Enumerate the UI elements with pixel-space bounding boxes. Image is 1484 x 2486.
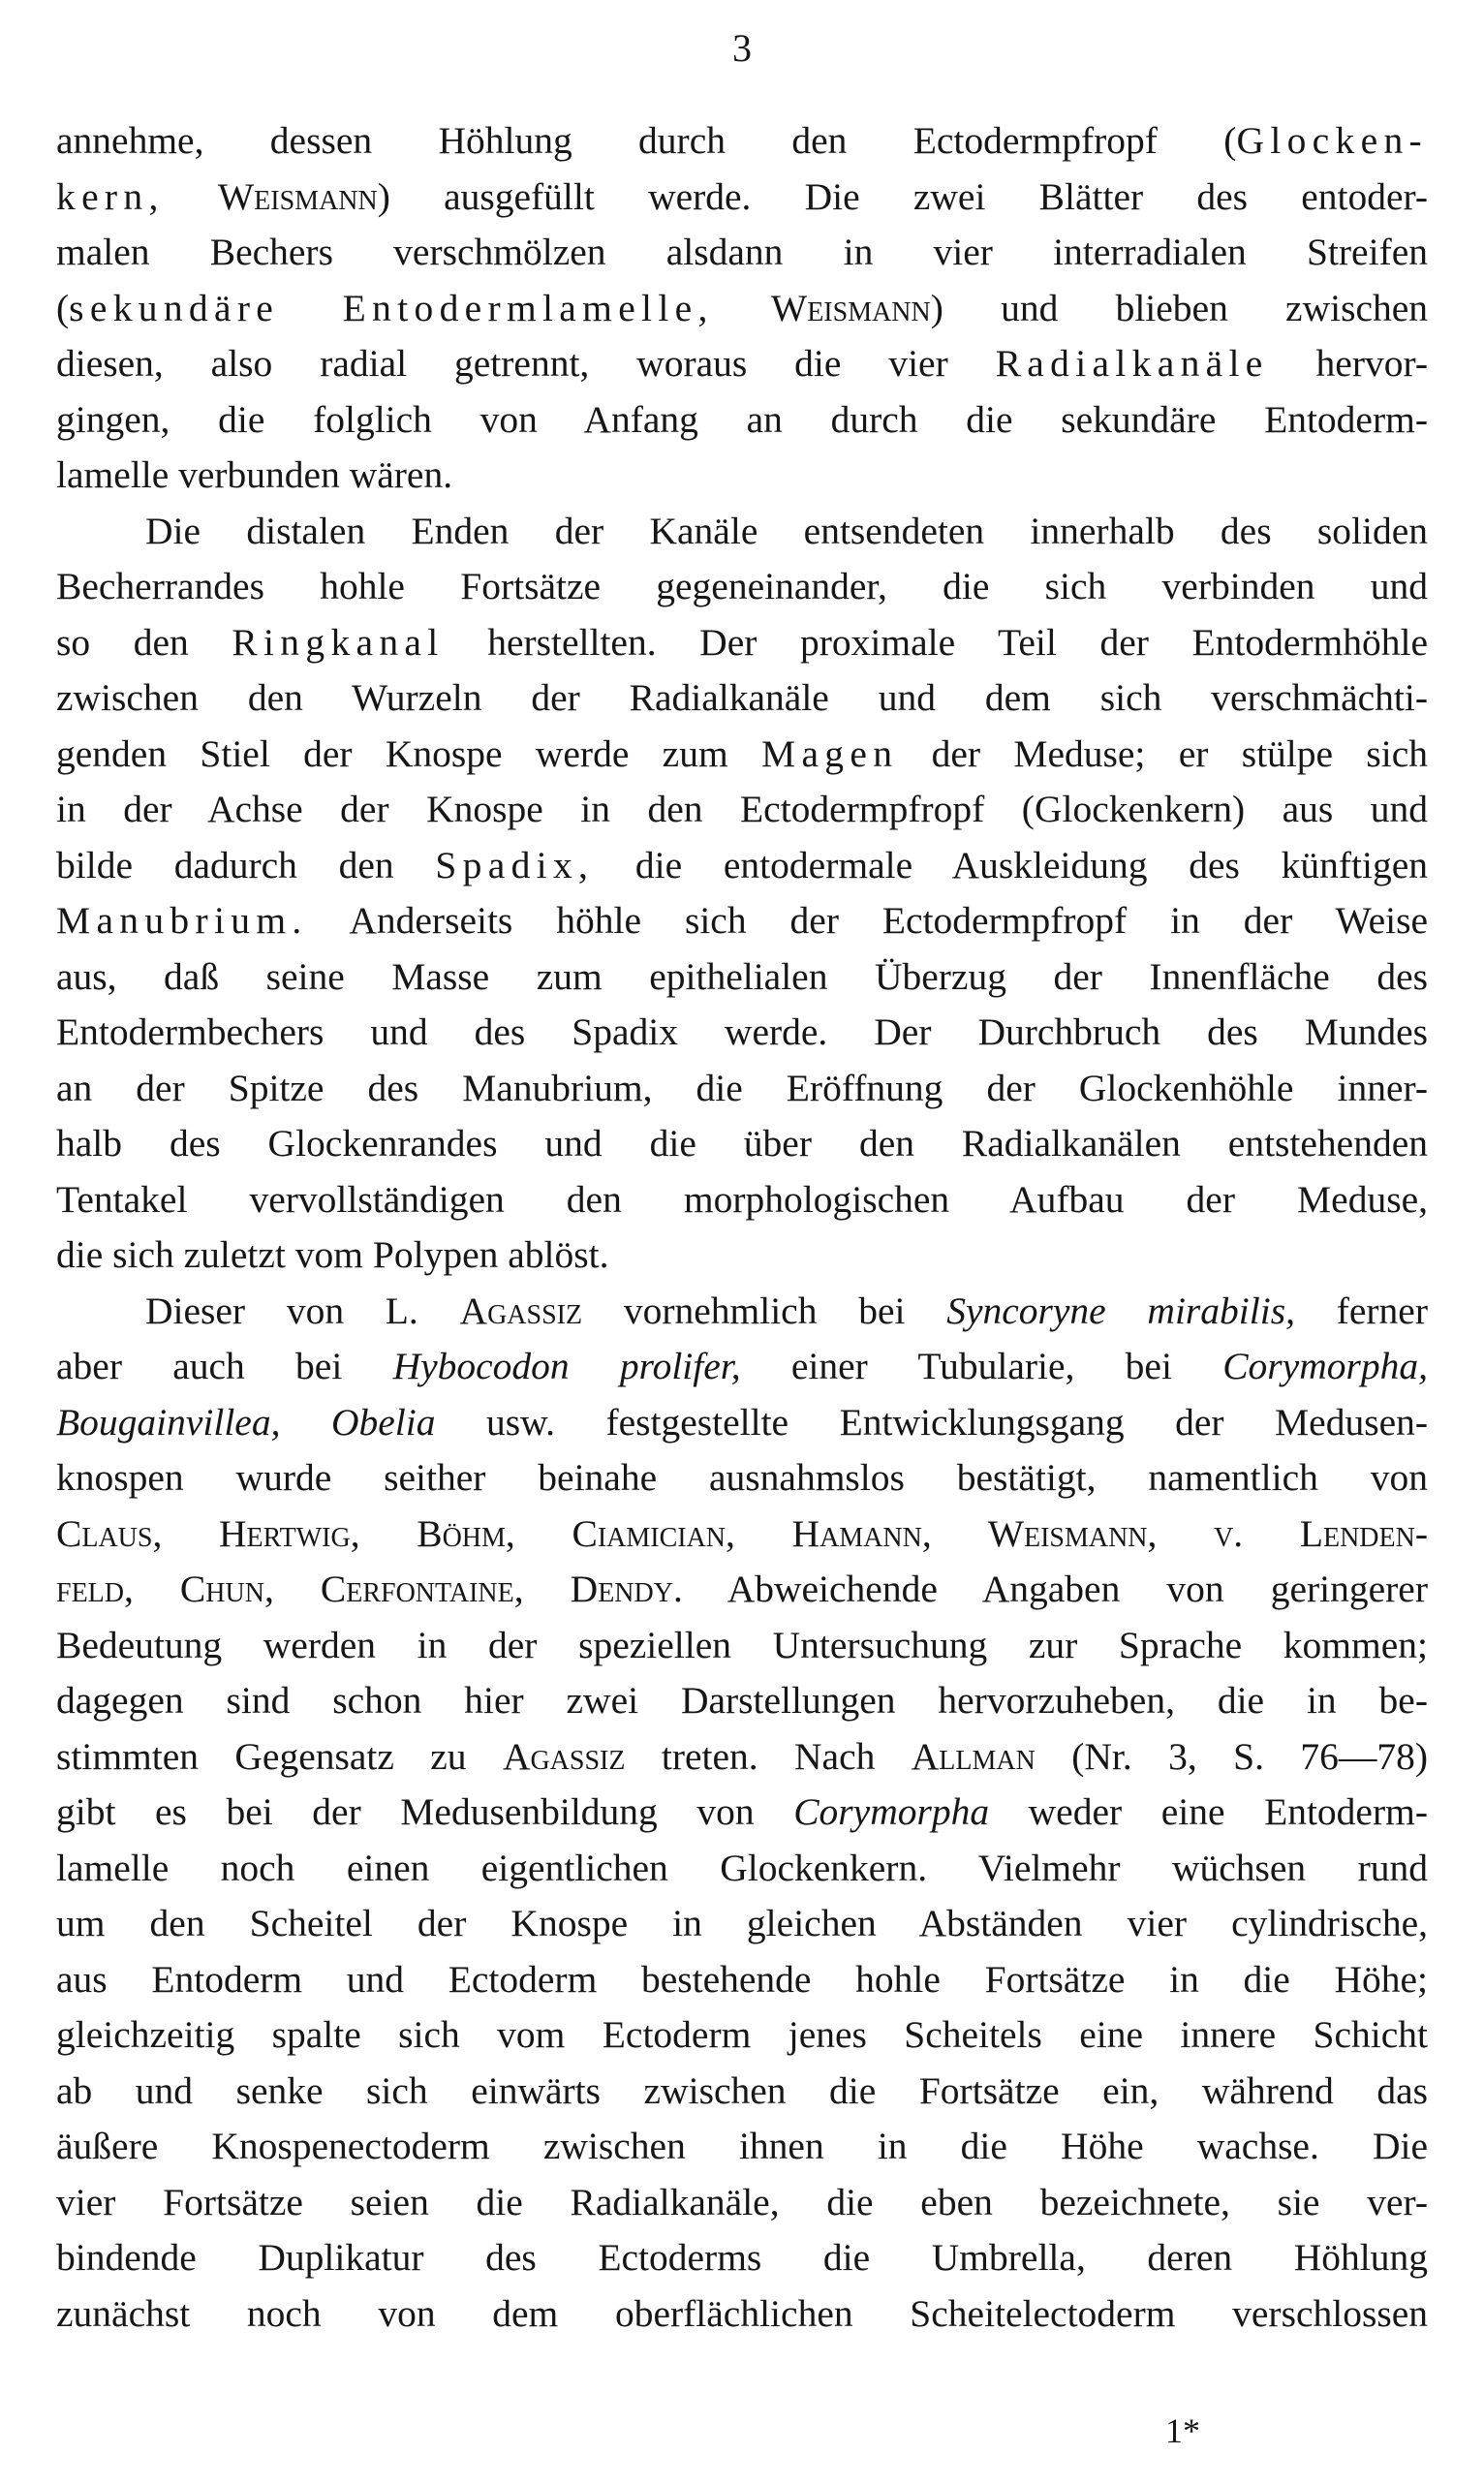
text-segment: aber auch bei <box>56 1345 393 1387</box>
text-segment: Radialkanäle <box>995 342 1269 385</box>
text-segment: gleichzeitig spalte sich vom Ectoderm jenes Scheitels eine innere Schicht <box>56 2013 1428 2056</box>
text-segment: aus Entoderm und Ectoderm bestehende hohle Fortsätze in die Höhe; <box>56 1957 1428 2001</box>
text-line <box>56 1172 1428 1228</box>
text-segment: Weismann <box>217 174 378 218</box>
text-segment: treten. Nach <box>625 1734 912 1778</box>
text-line <box>56 1729 1428 1786</box>
text-segment: die sich zuletzt vom Polypen ablöst. <box>56 1233 609 1276</box>
text-segment: so den <box>56 620 232 664</box>
text-segment: ) und blieben zwischen <box>930 286 1429 329</box>
text-line <box>56 1284 1428 1340</box>
text-line <box>56 949 1428 1006</box>
text-line <box>56 448 1428 504</box>
text-segment: einer Tubularie, bei <box>740 1345 1223 1387</box>
text-line <box>56 1395 1428 1451</box>
text-segment <box>165 175 218 218</box>
text-segment: Weismann <box>770 286 931 329</box>
text-line <box>56 2119 1428 2175</box>
text-segment: annehme, dessen Höhlung durch den Ectodermpfropf ( <box>56 119 1237 162</box>
text-line <box>56 727 1428 783</box>
text-segment: diesen, also radial getrennt, woraus die vier <box>56 342 996 385</box>
text-segment: Tentakel vervollständigen den morphologischen Aufbau der Meduse, <box>56 1177 1428 1221</box>
text-segment: Claus, Hertwig, Böhm, Ciamician, Hamann, Weismann, v. Lenden- <box>56 1511 1428 1555</box>
text-segment: Corymorpha, <box>1222 1345 1428 1387</box>
text-segment: hervor- <box>1268 342 1429 385</box>
text-line <box>56 225 1428 281</box>
text-segment: lamelle noch einen eigentlichen Glockenkern. Vielmehr wüchsen rund <box>56 1846 1428 1889</box>
text-segment: Corymorpha <box>793 1790 990 1833</box>
text-line <box>56 559 1428 615</box>
text-segment: herstellten. Der proximale Teil der Entodermhöhle <box>444 620 1428 664</box>
paragraph <box>56 504 1428 1284</box>
text-segment: Bedeutung werden in der speziellen Untersuchung zur Sprache kommen; <box>56 1623 1428 1666</box>
text-segment: Bougainvillea, Obelia <box>56 1400 436 1444</box>
text-line <box>56 1507 1428 1563</box>
text-segment: (Nr. 3, S. 76—78) <box>1035 1734 1428 1778</box>
text-segment: Allman <box>911 1734 1036 1778</box>
text-line <box>56 1785 1428 1841</box>
text-line <box>56 1061 1428 1117</box>
text-segment: Syncoryne mirabilis, <box>946 1289 1295 1332</box>
paragraph <box>56 1284 1428 2343</box>
text-line <box>56 392 1428 449</box>
text-segment: vornehmlich bei <box>582 1289 947 1332</box>
text-segment: zwischen den Wurzeln der Radialkanäle und dem sich verschmächti- <box>56 676 1428 719</box>
text-line <box>56 615 1428 671</box>
text-segment: Entodermbechers und des Spadix werde. Der Durchbruch des Mundes <box>56 1010 1428 1053</box>
text-line <box>56 1618 1428 1674</box>
text-segment <box>714 287 771 329</box>
text-segment: vier Fortsätze seien die Radialkanäle, die eben bezeichnete, sie ver- <box>56 2180 1428 2223</box>
text-segment: Agassiz <box>459 1289 583 1332</box>
text-line <box>56 2175 1428 2231</box>
text-segment: weder eine Entoderm- <box>989 1790 1428 1833</box>
text-segment: Spadix, <box>435 843 595 886</box>
text-line <box>56 1005 1428 1061</box>
text-line <box>56 1562 1428 1618</box>
text-segment: Abweichende Angaben von geringerer <box>682 1568 1428 1610</box>
text-segment: Ringkanal <box>232 620 445 664</box>
text-segment: malen Bechers verschmölzen alsdann in vier interradialen Streifen <box>56 231 1428 273</box>
paragraph <box>56 113 1428 504</box>
text-segment: Manubrium. <box>56 899 308 942</box>
text-line <box>56 170 1428 226</box>
text-segment: die entodermale Auskleidung des künftigen <box>594 843 1428 886</box>
text-line <box>56 1896 1428 1952</box>
text-segment: kern, <box>56 174 165 218</box>
text-segment: ) ausgefüllt werde. Die zwei Blätter des entoder- <box>377 174 1429 218</box>
text-segment: Hybocodon prolifer, <box>392 1345 741 1387</box>
text-line <box>56 2064 1428 2120</box>
text-segment: in der Achse der Knospe in den Ectodermpfropf (Glockenkern) aus und <box>56 788 1428 830</box>
text-segment: äußere Knospenectoderm zwischen ihnen in die Höhe wachse. Die <box>56 2125 1428 2167</box>
text-line <box>56 1841 1428 1897</box>
text-line <box>56 1673 1428 1729</box>
page-number: 3 <box>732 26 752 70</box>
text-segment: an der Spitze des Manubrium, die Eröffnung der Glockenhöhle inner- <box>56 1066 1428 1109</box>
text-line <box>56 1116 1428 1172</box>
text-segment: Becherrandes hohle Fortsätze gegeneinander, die sich verbinden und <box>56 565 1428 607</box>
text-segment: der Meduse; er stülpe sich <box>898 731 1429 775</box>
text-line <box>56 1952 1428 2008</box>
text-line <box>56 113 1428 170</box>
text-segment: bilde dadurch den <box>56 843 436 886</box>
text-segment: Die distalen Enden der Kanäle entsendeten innerhalb des soliden <box>145 509 1428 552</box>
text-segment: aus, daß seine Masse zum epithelialen Überzug der Innenfläche des <box>56 954 1428 998</box>
text-line <box>56 2286 1428 2343</box>
text-line <box>56 1227 1428 1284</box>
text-line <box>56 2007 1428 2064</box>
text-segment: Magen <box>761 731 899 775</box>
text-segment: knospen wurde seither beinahe ausnahmslos bestätigt, namentlich von <box>56 1456 1428 1499</box>
text-segment: feld, Chun, Cerfontaine, Dendy. <box>56 1568 683 1610</box>
text-segment: sekundäre Entodermlamelle, <box>69 286 714 329</box>
text-segment: gingen, die folglich von Anfang an durch die sekundäre Entoderm- <box>56 397 1428 441</box>
signature-mark: 1* <box>1165 2411 1200 2450</box>
text-line <box>56 838 1428 894</box>
text-line <box>56 504 1428 560</box>
text-segment: stimmten Gegensatz zu <box>56 1734 503 1778</box>
text-line <box>56 1339 1428 1395</box>
text-segment: Glocken- <box>1236 119 1428 162</box>
text-segment: lamelle verbunden wären. <box>56 453 453 496</box>
text-segment: usw. festgestellte Entwicklungsgang der Medusen- <box>435 1400 1428 1444</box>
text-segment: bindende Duplikatur des Ectoderms die Umbrella, deren Höhlung <box>56 2236 1428 2279</box>
text-line <box>56 336 1428 392</box>
text-segment: ab und senke sich einwärts zwischen die Fortsätze ein, während das <box>56 2068 1428 2112</box>
text-segment: Anderseits höhle sich der Ectodermpfropf in der Weise <box>307 899 1428 942</box>
text-line <box>56 281 1428 337</box>
text-segment: genden Stiel der Knospe werde zum <box>56 731 761 775</box>
text-segment: um den Scheitel der Knospe in gleichen Abständen vier cylindrische, <box>56 1902 1428 1944</box>
body-text <box>56 113 1428 2342</box>
text-segment: gibt es bei der Medusenbildung von <box>56 1790 794 1833</box>
text-line <box>56 670 1428 727</box>
text-segment: halb des Glockenrandes und die über den Radialkanälen entstehenden <box>56 1122 1428 1165</box>
text-line <box>56 893 1428 949</box>
text-segment: Dieser von L. <box>145 1289 460 1332</box>
text-line <box>56 782 1428 838</box>
text-segment: dagegen sind schon hier zwei Darstellungen hervorzuheben, die in be- <box>56 1679 1428 1722</box>
text-line <box>56 2230 1428 2286</box>
text-segment: zunächst noch von dem oberflächlichen Scheitelectoderm verschlossen <box>56 2291 1428 2335</box>
text-line <box>56 1450 1428 1507</box>
text-segment: ( <box>56 286 70 329</box>
text-segment: ferner <box>1294 1289 1428 1332</box>
text-segment: Agassiz <box>502 1734 626 1778</box>
